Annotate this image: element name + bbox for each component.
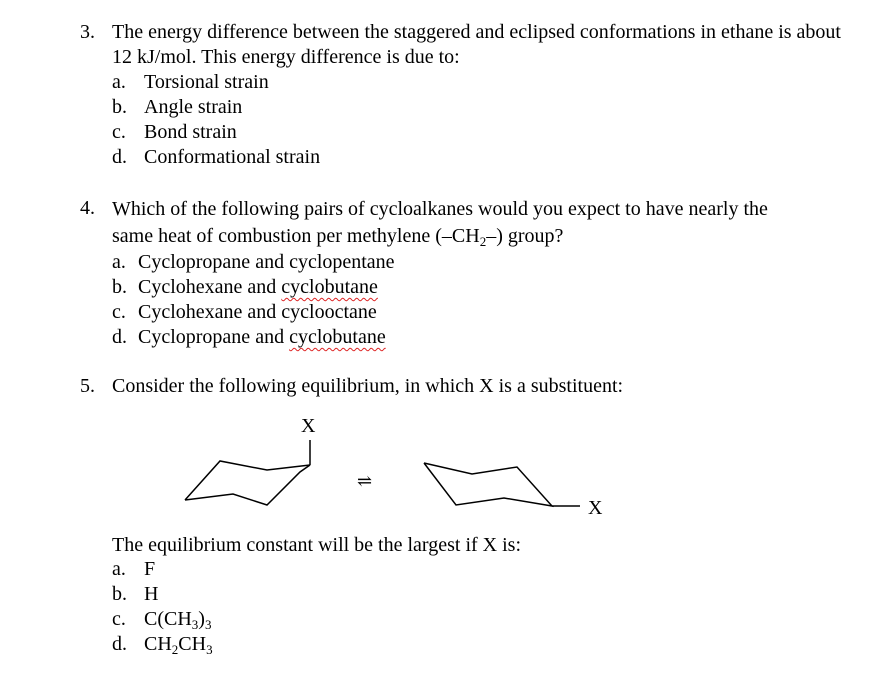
option-text: Cyclohexane and xyxy=(138,276,282,298)
question-text: Consider the following equilibrium, in which X is a substituent: xyxy=(112,375,624,397)
spellcheck-flagged-word[interactable]: cyclobutane xyxy=(281,276,378,298)
chair-equatorial xyxy=(424,463,580,506)
option-list xyxy=(112,557,213,657)
option-letter: b. xyxy=(112,276,127,298)
option-text: Bond strain xyxy=(144,121,237,143)
option-letter: b. xyxy=(112,96,127,118)
option-text: Cyclopropane and xyxy=(138,326,290,348)
question-text-line-1: Which of the following pairs of cycloalkanes would you expect to have nearly the xyxy=(112,198,768,220)
equatorial-substituent-label: X xyxy=(588,497,603,519)
option-text: Torsional strain xyxy=(144,71,269,93)
axial-substituent-label: X xyxy=(301,415,316,437)
option-formula: $C(CH_3)_3$ xyxy=(144,608,212,632)
option-formula: $CH_2CH_3$ xyxy=(144,633,213,657)
question-text-line-2: same heat of combustion per methylene $(-CH_2-)$ group? xyxy=(112,225,564,249)
option-letter: d. xyxy=(112,326,127,348)
option-b xyxy=(112,582,213,607)
option-text: H xyxy=(144,583,159,605)
option-letter: d. xyxy=(112,146,127,168)
question-number: 5. xyxy=(80,375,95,397)
question-number: 3. xyxy=(80,21,95,43)
option-letter: a. xyxy=(112,558,126,580)
question-number: 4. xyxy=(80,197,95,219)
chair-axial xyxy=(185,440,310,505)
option-c xyxy=(112,607,213,632)
option-letter: d. xyxy=(112,633,127,655)
option-text: Angle strain xyxy=(144,96,243,118)
option-text: Conformational strain xyxy=(144,146,321,168)
option-letter: a. xyxy=(112,251,126,273)
equilibrium-arrow: ⇌ xyxy=(357,471,373,491)
option-letter: c. xyxy=(112,301,126,323)
option-text: Cyclohexane and cyclooctane xyxy=(138,301,377,323)
option-letter: c. xyxy=(112,608,126,630)
option-text: Cyclopropane and cyclopentane xyxy=(138,251,395,273)
option-letter: c. xyxy=(112,121,126,143)
spellcheck-flagged-word[interactable]: cyclobutane xyxy=(289,326,386,348)
followup-question-text: The equilibrium constant will be the largest if X is: xyxy=(112,534,521,556)
option-letter: b. xyxy=(112,583,127,605)
option-text: F xyxy=(144,558,156,580)
question-text: The energy difference between the staggered and eclipsed conformations in ethane is about 12 kJ/mol. This energy difference is due to: xyxy=(112,21,841,68)
option-d xyxy=(112,632,213,657)
option-a xyxy=(112,557,213,582)
option-letter: a. xyxy=(112,71,126,93)
